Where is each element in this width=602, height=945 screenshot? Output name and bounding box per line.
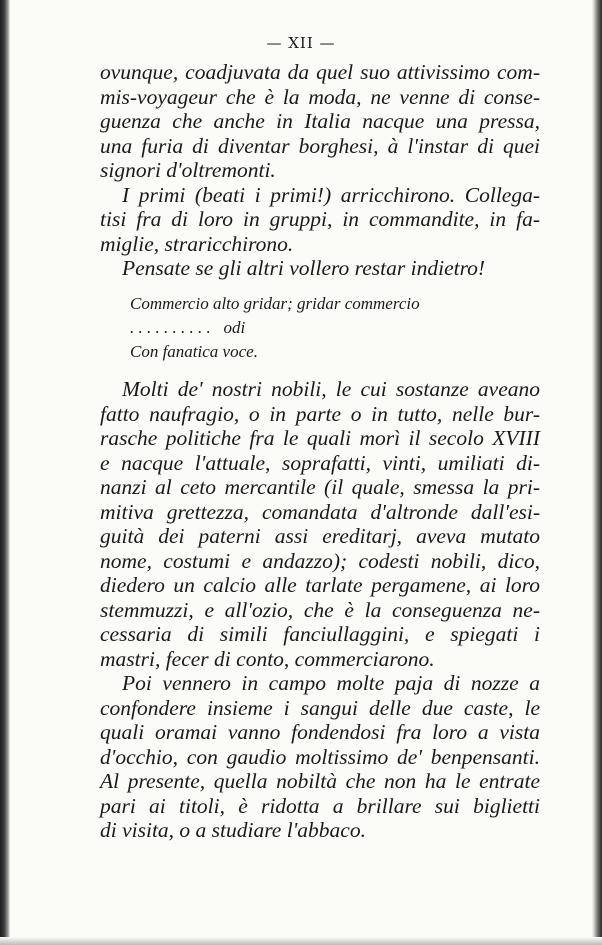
text-line: quali oramai vanno fondendosi fra loro a vista bbox=[100, 720, 540, 744]
text-line: d'occhio, con gaudio moltissimo de' benpensanti. bbox=[100, 744, 540, 769]
text-line: Pensate se gli altri vollero restar indietro! bbox=[122, 256, 486, 280]
text-line: ovunque, coadjuvata da quel suo attivissimo com- bbox=[100, 60, 540, 84]
quote-word: odi bbox=[223, 318, 246, 337]
text-line: I primi (beati i primi!) arricchirono. Collega- bbox=[122, 182, 540, 207]
text-line: mis-voyageur che è la moda, ne venne di conse- bbox=[100, 84, 540, 109]
page-number-header: — XII — bbox=[266, 34, 336, 52]
quote-line bbox=[130, 316, 490, 340]
page-edge-right bbox=[592, 0, 602, 945]
text-line: miglie, straricchirono. bbox=[100, 231, 294, 256]
text-line: mitiva grettezza, comandata d'altronde dall'esi- bbox=[100, 499, 540, 524]
text-line: nome, costumi e andazzo); codesti nobili, dico, bbox=[100, 548, 540, 573]
text-line: confondere insieme i sangui delle due caste, le bbox=[100, 695, 540, 720]
paragraph-nozze bbox=[100, 671, 540, 843]
text-line: Molti de' nostri nobili, le cui sostanze aveano bbox=[122, 377, 540, 401]
text-line: signori d'oltremonti. bbox=[100, 158, 276, 182]
paragraph-primi bbox=[100, 183, 540, 257]
text-line: guenza che anche in Italia nacque una pressa, bbox=[100, 109, 540, 133]
page-edge-bottom bbox=[0, 937, 602, 945]
text-line: mastri, fecer di conto, commerciarono. bbox=[100, 646, 435, 671]
text-line: Al presente, quella nobiltà che non ha le entrate bbox=[100, 769, 540, 793]
paragraph-continuation bbox=[100, 60, 540, 183]
text-line: stemmuzzi, e all'ozio, che è la conseguenza ne- bbox=[100, 597, 540, 622]
ellipsis-dots: . . . . . . . . . . bbox=[130, 318, 211, 337]
verse-quotation bbox=[130, 292, 490, 364]
binding-edge-left bbox=[0, 0, 10, 945]
text-line: rasche politiche fra le quali morì il secolo XVIII bbox=[100, 426, 540, 450]
text-line: cessaria di simili fanciullaggini, e spiegati i bbox=[100, 622, 540, 646]
quote-line: Commercio alto gridar; gridar commercio bbox=[130, 294, 420, 313]
text-line: diedero un calcio alle tarlate pergamene, ai loro bbox=[100, 573, 540, 597]
quote-line: Con fanatica voce. bbox=[130, 342, 258, 361]
text-line: Poi vennero in campo molte paja di nozze a bbox=[122, 671, 540, 695]
text-line: pari ai titoli, è ridotta a brillare sui biglietti bbox=[100, 793, 540, 818]
paragraph-pensate bbox=[100, 256, 540, 281]
text-line: di visita, o a studiare l'abbaco. bbox=[100, 818, 366, 842]
text-line: e nacque l'attuale, soprafatti, vinti, umiliati di- bbox=[100, 450, 540, 475]
text-line: fatto naufragio, o in parte o in tutto, nelle bur- bbox=[100, 401, 540, 426]
text-line: nanzi al ceto mercantile (il quale, smessa la pri- bbox=[100, 475, 540, 499]
text-line: guità dei paterni assi ereditarj, aveva mutato bbox=[100, 524, 540, 548]
text-line: tisi fra di loro in gruppi, in commandite, in fa- bbox=[100, 207, 540, 231]
paragraph-nobili bbox=[100, 377, 540, 671]
text-line: una furia di diventar borghesi, à l'instar di quei bbox=[100, 133, 540, 158]
